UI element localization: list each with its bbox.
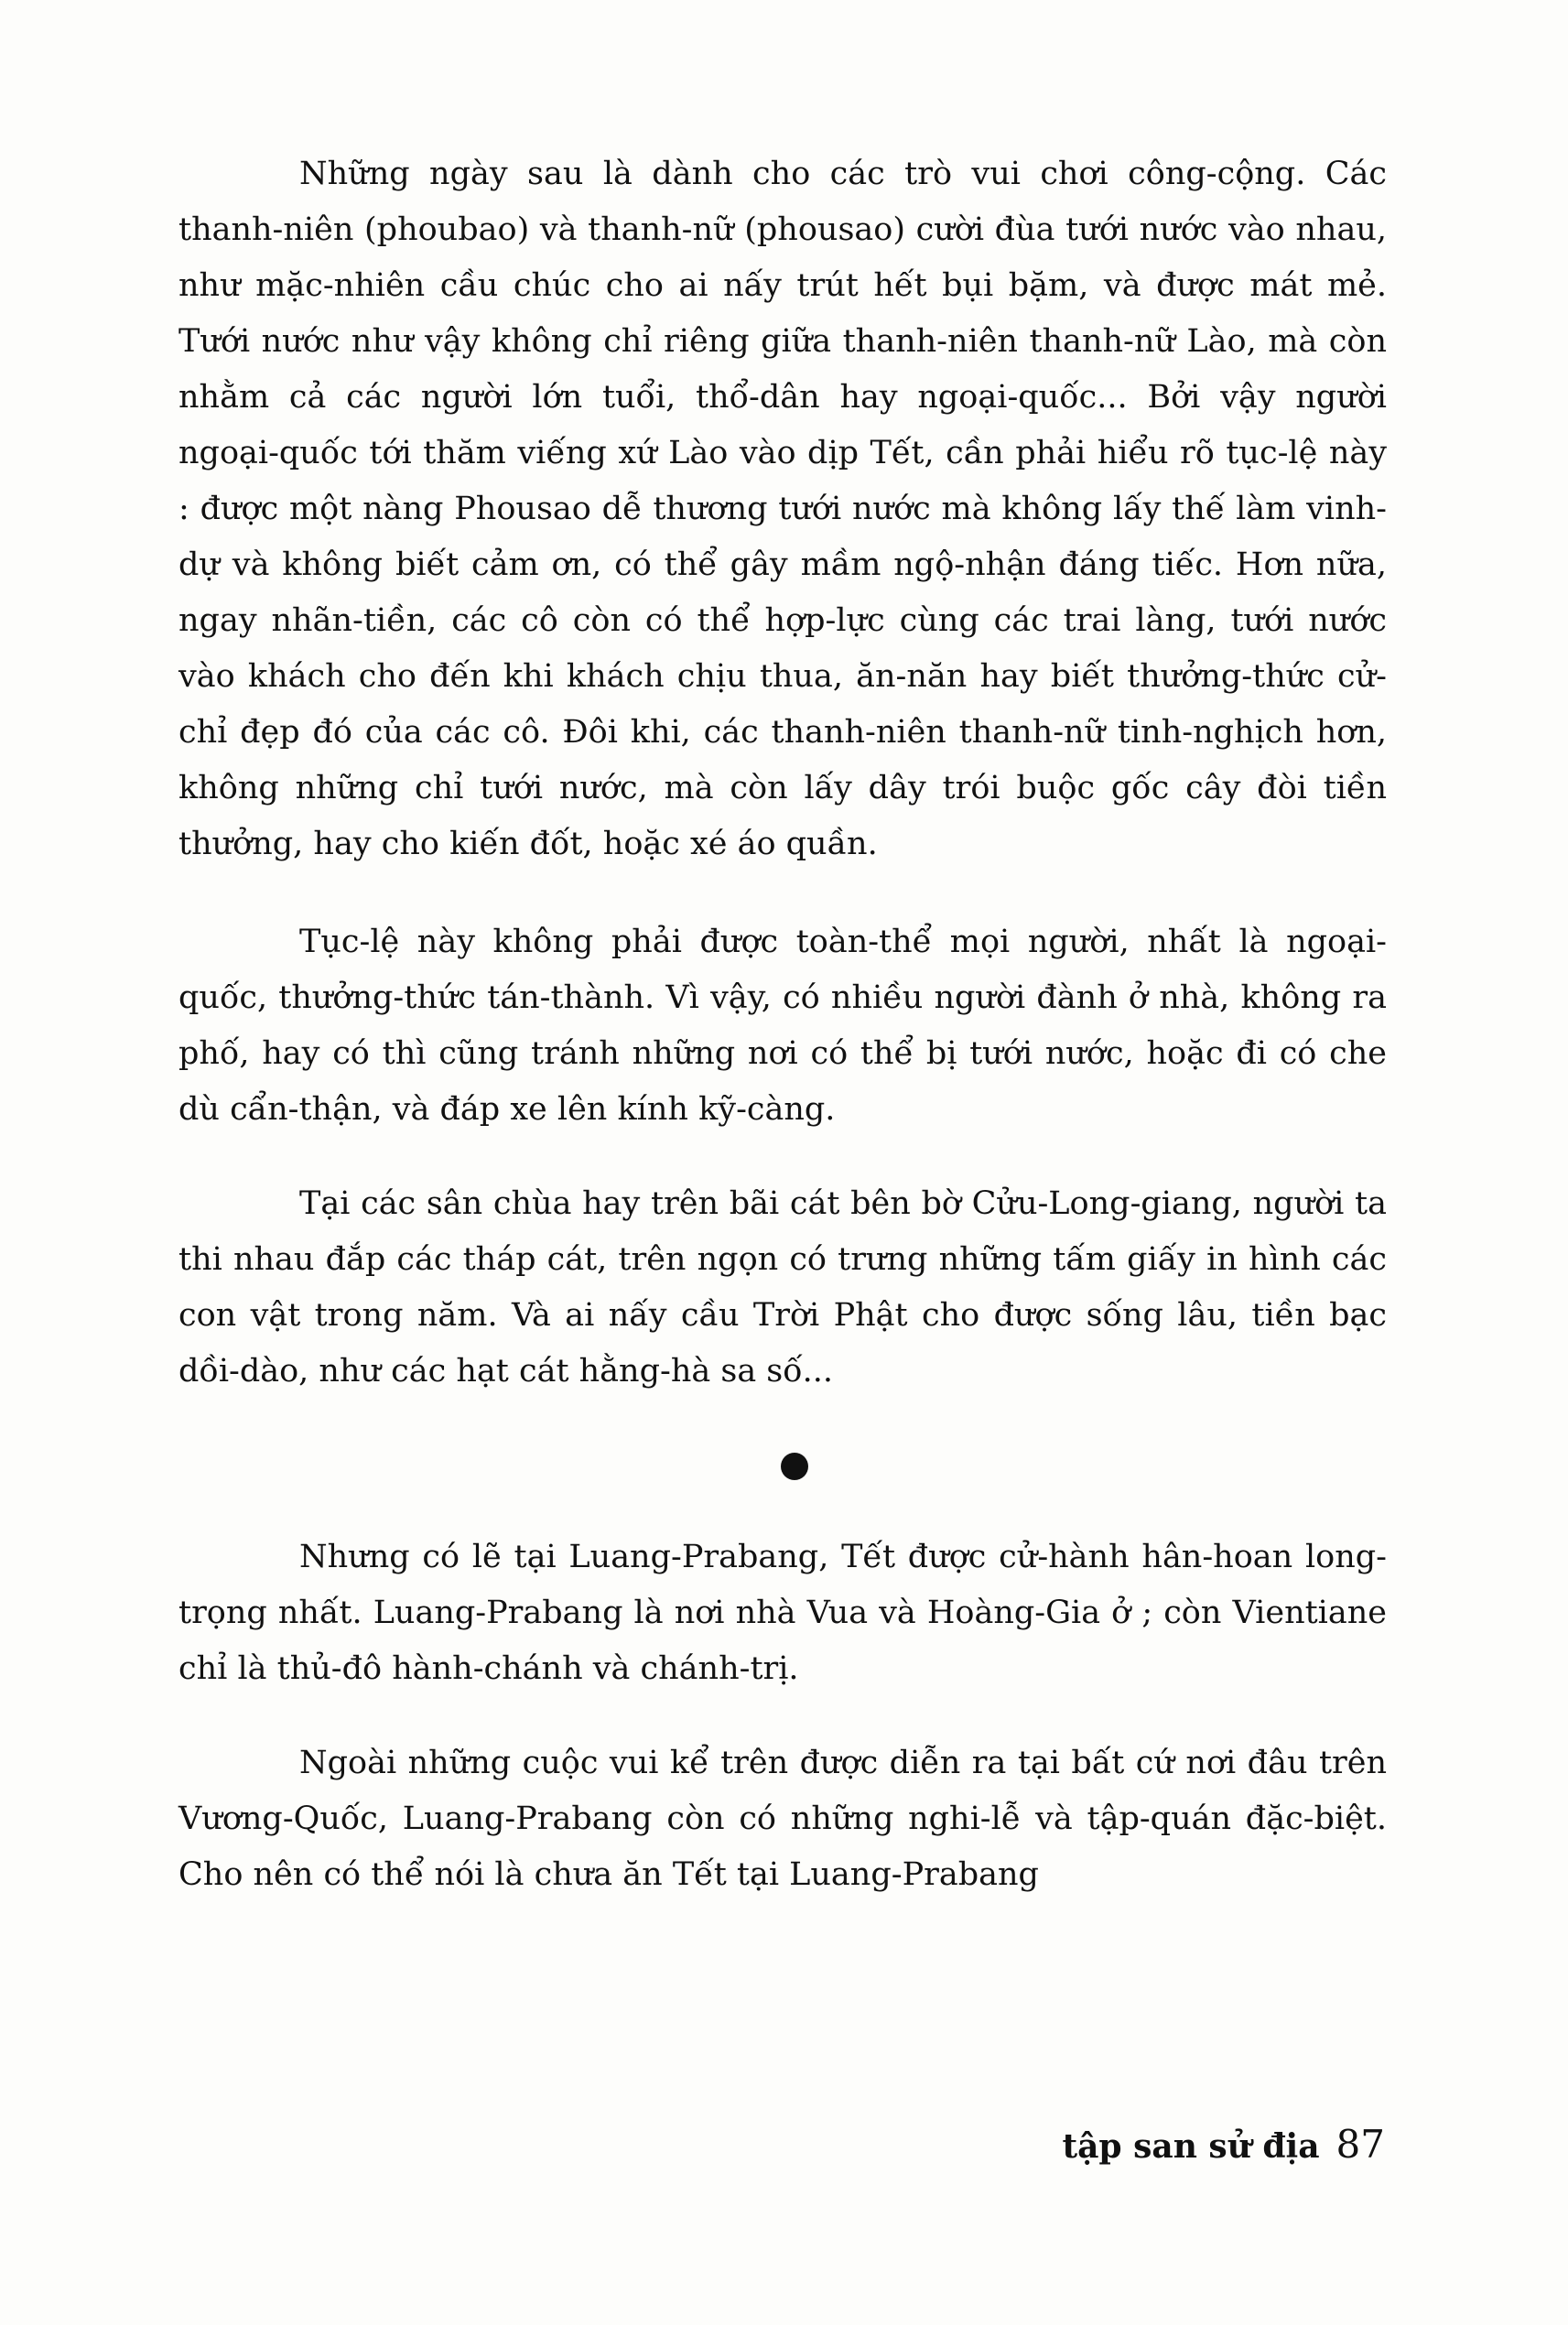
paragraph-special-rituals: Ngoài những cuộc vui kể trên được diễn ra tại bất cứ nơi đâu trên Vương-Quốc, Luang-Prabang còn có những nghi-lễ và tập-quán đặc-biệt. Cho nên có thể nói là chưa ăn Tết tại Luang-Prabang <box>178 1745 1387 1893</box>
paragraph-luang-prabang: Nhưng có lẽ tại Luang-Prabang, Tết được cử-hành hân-hoan long-trọng nhất. Luang-Prabang là nơi nhà Vua và Hoàng-Gia ở ; còn Vientiane chỉ là thủ-đô hành-chánh và chánh-trị. <box>178 1539 1387 1687</box>
section-separator <box>178 1403 1387 1530</box>
page-number: 87 <box>1336 2122 1385 2167</box>
page-footer <box>1062 2122 1385 2167</box>
paragraph-custom-not-accepted: Tục-lệ này không phải được toàn-thể mọi người, nhất là ngoại-quốc, thưởng-thức tán-thành. Vì vậy, có nhiều người đành ở nhà, không ra phố, hay có thì cũng tránh những nơi có thể bị tưới nước, hoặc đi có che dù cẩn-thận, và đáp xe lên kính kỹ-càng. <box>178 924 1387 1128</box>
paragraph-water-festival: Những ngày sau là dành cho các trò vui chơi công-cộng. Các thanh-niên (phoubao) và thanh-nữ (phousao) cười đùa tưới nước vào nhau, như mặc-nhiên cầu chúc cho ai nấy trút hết bụi bặm, và được mát mẻ. Tưới nước như vậy không chỉ riêng giữa thanh-niên thanh-nữ Lào, mà còn nhằm cả các người lớn tuổi, thổ-dân hay ngoại-quốc... Bởi vậy người ngoại-quốc tới thăm viếng xứ Lào vào dịp Tết, cần phải hiểu rõ tục-lệ này : được một nàng Phousao dễ thương tưới nước mà không lấy thế làm vinh-dự và không biết cảm ơn, có thể gây mầm ngộ-nhận đáng tiếc. Hơn nữa, ngay nhãn-tiền, các cô còn có thể hợp-lực cùng các trai làng, tưới nước vào khách cho đến khi khách chịu thua, ăn-năn hay biết thưởng-thức cử-chỉ đẹp đó của các cô. Đôi khi, các thanh-niên thanh-nữ tinh-nghịch hơn, không những chỉ tưới nước, mà còn lấy dây trói buộc gốc cây đòi tiền thưởng, hay cho kiến đốt, hoặc xé áo quần. <box>178 156 1387 862</box>
paragraph-sand-towers: Tại các sân chùa hay trên bãi cát bên bờ Cửu-Long-giang, người ta thi nhau đắp các tháp cát, trên ngọn có trưng những tấm giấy in hình các con vật trong năm. Và ai nấy cầu Trời Phật cho được sống lâu, tiền bạc dồi-dào, như các hạt cát hằng-hà sa số... <box>178 1185 1387 1390</box>
bullet-dot-icon <box>781 1453 808 1480</box>
article-body <box>178 146 1387 1903</box>
journal-title: tập san sử địa <box>1062 2127 1320 2166</box>
